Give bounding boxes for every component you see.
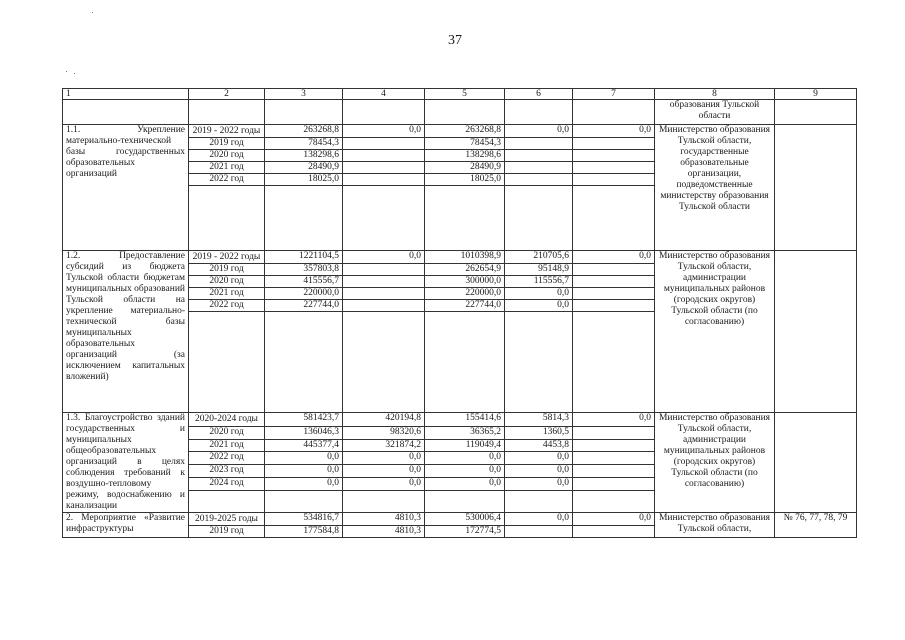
- value-cell: 300000,0: [425, 276, 505, 288]
- value-cell: 0,0: [265, 477, 343, 490]
- value-cell: 115556,7: [505, 276, 573, 288]
- period-cell: 2022 год: [189, 174, 265, 186]
- value-cell: [505, 526, 573, 538]
- value-cell: [505, 162, 573, 174]
- table-cell: [343, 312, 425, 413]
- value-cell: 0,0: [265, 465, 343, 478]
- col-header: 7: [573, 89, 655, 100]
- period-cell: 2019 год: [189, 138, 265, 150]
- value-cell: 28490,9: [425, 162, 505, 174]
- executor-cell: Министерство образования Тульской области, администрации муниципальных районов (городских округов) Тульской области (по согласованию): [655, 251, 775, 413]
- value-cell: 415556,7: [265, 276, 343, 288]
- scan-speck: [74, 73, 75, 74]
- value-cell: [573, 300, 655, 312]
- table-cell: [189, 186, 265, 251]
- executor-cell: Министерство образования Тульской области, администрации муниципальных районов (городских округов) Тульской области (по согласованию): [655, 413, 775, 513]
- value-cell: 36365,2: [425, 426, 505, 439]
- value-cell: 5814,3: [505, 413, 573, 427]
- continuation-row: [63, 100, 857, 125]
- col-header: 5: [425, 89, 505, 100]
- value-cell: 263268,8: [425, 125, 505, 138]
- period-cell: 2022 год: [189, 452, 265, 465]
- table-cell: [425, 186, 505, 251]
- value-cell: 0,0: [343, 251, 425, 264]
- period-cell: 2021 год: [189, 439, 265, 452]
- value-cell: [343, 288, 425, 300]
- value-cell: 262654,9: [425, 264, 505, 276]
- table-cell: [265, 490, 343, 512]
- value-cell: [573, 526, 655, 538]
- table-cell: [343, 186, 425, 251]
- value-cell: 0,0: [343, 465, 425, 478]
- table-cell: [343, 490, 425, 512]
- value-cell: [505, 138, 573, 150]
- value-cell: 0,0: [505, 125, 573, 138]
- value-cell: 0,0: [425, 452, 505, 465]
- value-cell: 18025,0: [425, 174, 505, 186]
- value-cell: 98320,6: [343, 426, 425, 439]
- value-cell: 0,0: [505, 477, 573, 490]
- value-cell: 0,0: [505, 465, 573, 478]
- executor-cell: образования Тульской области: [655, 100, 775, 125]
- value-cell: 227744,0: [425, 300, 505, 312]
- value-cell: 445377,4: [265, 439, 343, 452]
- period-cell: 2019 год: [189, 526, 265, 538]
- value-cell: 28490,9: [265, 162, 343, 174]
- value-cell: [573, 264, 655, 276]
- value-cell: 210705,6: [505, 251, 573, 264]
- value-cell: 136046,3: [265, 426, 343, 439]
- value-cell: [573, 138, 655, 150]
- value-cell: 220000,0: [425, 288, 505, 300]
- table-cell: [573, 490, 655, 512]
- value-cell: 4810,3: [343, 526, 425, 538]
- value-cell: [573, 150, 655, 162]
- value-cell: 0,0: [505, 452, 573, 465]
- table-cell: [265, 312, 343, 413]
- value-cell: 172774,5: [425, 526, 505, 538]
- measure-name: 1.2. Предоставление субсидий из бюджета Тульской области бюджетам муниципальных образований Тульской области на укрепление материально-технической базы муниципальных образовательных организаций (за исключением капитальных вложений): [63, 251, 189, 413]
- col-header: 4: [343, 89, 425, 100]
- table-cell: [505, 490, 573, 512]
- table-cell: [425, 490, 505, 512]
- value-cell: 357803,8: [265, 264, 343, 276]
- value-cell: 177584,8: [265, 526, 343, 538]
- value-cell: 0,0: [343, 477, 425, 490]
- scan-speck: [66, 71, 67, 72]
- scan-speck: [92, 12, 93, 13]
- note-cell: [775, 251, 857, 413]
- page-number: 37: [448, 33, 462, 48]
- value-cell: 220000,0: [265, 288, 343, 300]
- table-cell: [189, 100, 265, 125]
- value-cell: 0,0: [265, 452, 343, 465]
- col-header: 2: [189, 89, 265, 100]
- value-cell: [343, 264, 425, 276]
- value-cell: 119049,4: [425, 439, 505, 452]
- value-cell: 95148,9: [505, 264, 573, 276]
- table-row: [63, 513, 857, 526]
- value-cell: 0,0: [505, 513, 573, 526]
- col-header: 1: [63, 89, 189, 100]
- measure-name: 1.1. Укрепление материально-технической базы государственных образовательных организаций: [63, 125, 189, 251]
- measure-name: 1.3. Благоустройство зданий государственных и муниципальных общеобразовательных организаций в целях соблюдения требований к воздушно-тепловому режиму, водоснабжению и канализации: [63, 413, 189, 513]
- period-cell: 2019-2025 годы: [189, 513, 265, 526]
- value-cell: 0,0: [343, 452, 425, 465]
- value-cell: 0,0: [343, 125, 425, 138]
- value-cell: [343, 276, 425, 288]
- value-cell: 78454,3: [425, 138, 505, 150]
- table-cell: [63, 100, 189, 125]
- note-cell: № 76, 77, 78, 79: [775, 513, 857, 538]
- period-cell: 2020 год: [189, 150, 265, 162]
- value-cell: [573, 452, 655, 465]
- value-cell: 1221104,5: [265, 251, 343, 264]
- value-cell: 0,0: [573, 125, 655, 138]
- period-cell: 2019 - 2022 годы: [189, 251, 265, 264]
- value-cell: 0,0: [573, 251, 655, 264]
- table-cell: [573, 100, 655, 125]
- value-cell: 0,0: [505, 300, 573, 312]
- table-cell: [343, 100, 425, 125]
- col-header: 6: [505, 89, 573, 100]
- value-cell: [343, 300, 425, 312]
- table-cell: [775, 100, 857, 125]
- value-cell: 534816,7: [265, 513, 343, 526]
- table-row: [63, 413, 857, 427]
- table-cell: [425, 100, 505, 125]
- value-cell: 420194,8: [343, 413, 425, 427]
- table-cell: [265, 100, 343, 125]
- value-cell: 321874,2: [343, 439, 425, 452]
- note-cell: [775, 413, 857, 513]
- value-cell: [573, 162, 655, 174]
- table-cell: [265, 186, 343, 251]
- period-cell: 2020 год: [189, 276, 265, 288]
- value-cell: 18025,0: [265, 174, 343, 186]
- period-cell: 2022 год: [189, 300, 265, 312]
- value-cell: [343, 138, 425, 150]
- value-cell: 0,0: [573, 513, 655, 526]
- value-cell: [573, 276, 655, 288]
- table-cell: [505, 312, 573, 413]
- period-cell: 2024 год: [189, 477, 265, 490]
- table-row: [63, 251, 857, 264]
- value-cell: [573, 174, 655, 186]
- value-cell: 138298,6: [265, 150, 343, 162]
- table-row: [63, 125, 857, 138]
- value-cell: 1010398,9: [425, 251, 505, 264]
- value-cell: [573, 477, 655, 490]
- period-cell: 2021 год: [189, 288, 265, 300]
- period-cell: 2021 год: [189, 162, 265, 174]
- value-cell: [573, 465, 655, 478]
- period-cell: 2019 - 2022 годы: [189, 125, 265, 138]
- value-cell: 581423,7: [265, 413, 343, 427]
- value-cell: 263268,8: [265, 125, 343, 138]
- executor-cell: Министерство образования Тульской области, государственные образовательные организации, подведомственные министерству образования Тульской области: [655, 125, 775, 251]
- value-cell: 4453,8: [505, 439, 573, 452]
- executor-cell: Министерство образования Тульской области,: [655, 513, 775, 538]
- period-cell: 2023 год: [189, 465, 265, 478]
- value-cell: [505, 174, 573, 186]
- value-cell: 4810,3: [343, 513, 425, 526]
- column-number-row: [63, 89, 857, 100]
- table-cell: [573, 186, 655, 251]
- table-cell: [189, 312, 265, 413]
- table-cell: [189, 490, 265, 512]
- value-cell: 0,0: [425, 477, 505, 490]
- value-cell: [343, 174, 425, 186]
- period-cell: 2020 год: [189, 426, 265, 439]
- period-cell: 2019 год: [189, 264, 265, 276]
- col-header: 8: [655, 89, 775, 100]
- period-cell: 2020-2024 годы: [189, 413, 265, 427]
- value-cell: [573, 439, 655, 452]
- value-cell: 530006,4: [425, 513, 505, 526]
- value-cell: [505, 150, 573, 162]
- table-cell: [573, 312, 655, 413]
- value-cell: 0,0: [573, 413, 655, 427]
- table-cell: [505, 100, 573, 125]
- value-cell: [343, 162, 425, 174]
- note-cell: [775, 125, 857, 251]
- value-cell: 0,0: [425, 465, 505, 478]
- value-cell: 227744,0: [265, 300, 343, 312]
- table-cell: [505, 186, 573, 251]
- value-cell: [573, 426, 655, 439]
- value-cell: 155414,6: [425, 413, 505, 427]
- measure-name: 2. Мероприятие «Развитие инфраструктуры: [63, 513, 189, 538]
- col-header: 9: [775, 89, 857, 100]
- value-cell: 0,0: [505, 288, 573, 300]
- value-cell: [573, 288, 655, 300]
- value-cell: [343, 150, 425, 162]
- financing-table: [62, 88, 857, 538]
- col-header: 3: [265, 89, 343, 100]
- value-cell: 1360,5: [505, 426, 573, 439]
- value-cell: 78454,3: [265, 138, 343, 150]
- value-cell: 138298,6: [425, 150, 505, 162]
- table-cell: [425, 312, 505, 413]
